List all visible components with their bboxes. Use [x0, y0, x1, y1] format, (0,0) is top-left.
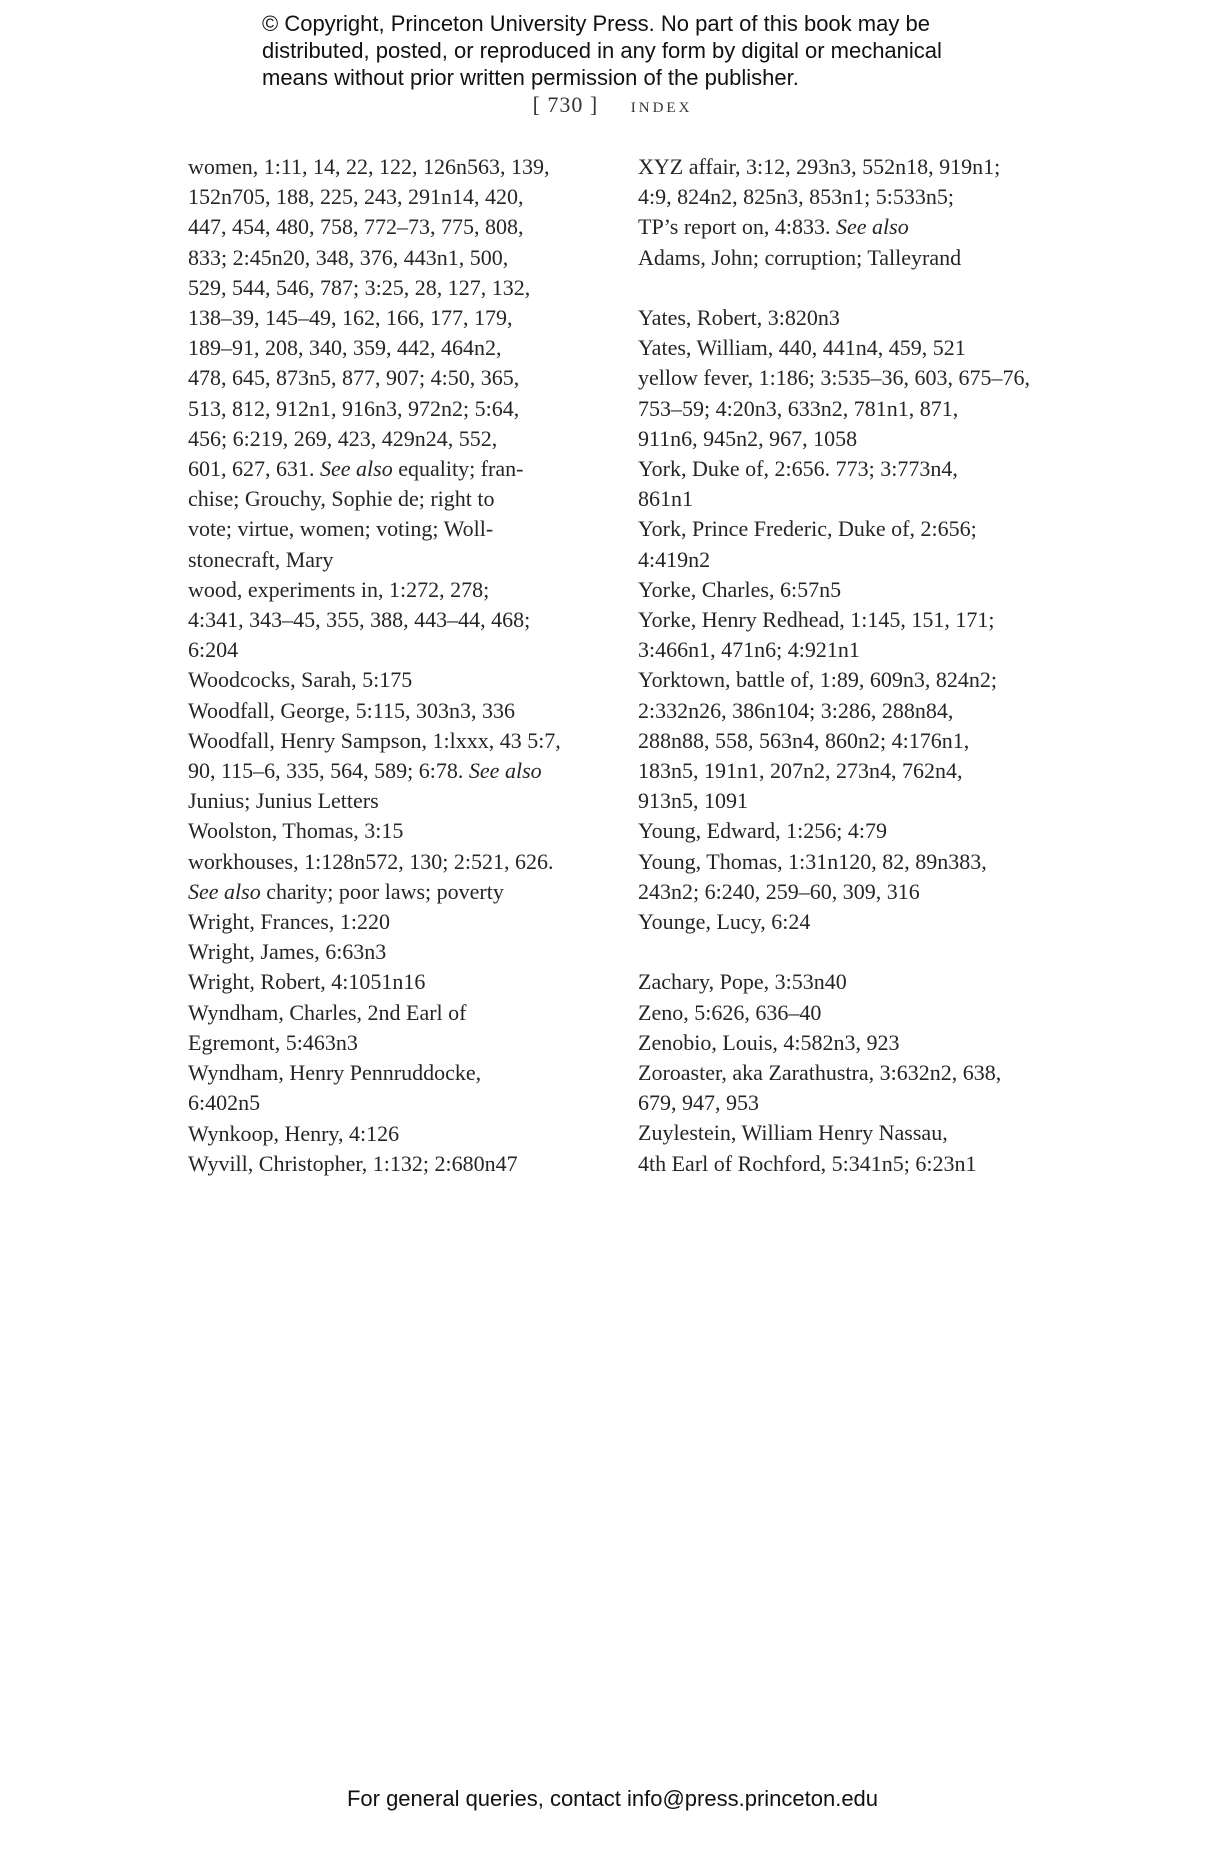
index-entry-heading-line: Woodfall, Henry Sampson, 1:lxxx, 43 5:7,: [188, 727, 561, 753]
index-entry-heading-line: XYZ affair, 3:12, 293n3, 552n18, 919n1;: [638, 154, 1001, 179]
index-entry-continuation-line: 4th Earl of Rochford, 5:341n5; 6:23n1: [638, 1150, 977, 1176]
index-entry-continuation-line: 90, 115–6, 335, 564, 589; 6:78. See also: [188, 758, 542, 784]
contact-footer: For general queries, contact info@press.princeton.edu: [346, 1786, 879, 1811]
index-entry: [638, 907, 1078, 937]
index-entry: [188, 998, 608, 1058]
index-entry-heading-line: Wyndham, Henry Pennruddocke,: [188, 1060, 482, 1086]
index-entry-continuation-line: 753–59; 4:20n3, 633n2, 781n1, 871,: [638, 395, 959, 421]
index-entry: [188, 907, 608, 937]
index-entry-continuation-line: 3:466n1, 471n6; 4:921n1: [638, 637, 860, 663]
index-entry-continuation-line: 478, 645, 873n5, 877, 907; 4:50, 365,: [188, 365, 520, 391]
index-entry-continuation-line: Egremont, 5:463n3: [188, 1029, 358, 1055]
index-entry-heading-line: Young, Thomas, 1:31n120, 82, 89n383,: [638, 848, 987, 874]
letter-group-gap: [638, 937, 1078, 967]
index-entry: [638, 363, 1078, 454]
index-entry-heading-line: Yates, William, 440, 441n4, 459, 521: [638, 335, 966, 361]
index-entry: [188, 1149, 608, 1179]
index-entry: [638, 605, 1078, 665]
index-entry-heading-line: Woodfall, George, 5:115, 303n3, 336: [188, 697, 515, 723]
index-entry-heading-line: Woodcocks, Sarah, 5:175: [188, 667, 413, 693]
index-entry-heading-line: Yorke, Henry Redhead, 1:145, 151, 171;: [638, 607, 995, 633]
index-entry-heading-line: Wright, Robert, 4:1051n16: [188, 969, 426, 995]
index-entry: [188, 937, 608, 967]
index-entry-continuation-line: 601, 627, 631. See also equality; fran-: [188, 456, 524, 482]
index-entry: [638, 665, 1078, 816]
index-entry-continuation-line: 861n1: [638, 486, 693, 512]
index-entry: [188, 967, 608, 997]
index-entry: [638, 1058, 1078, 1118]
index-entry-continuation-line: 243n2; 6:240, 259–60, 309, 316: [638, 878, 920, 904]
index-entry: [638, 998, 1078, 1028]
index-entry-heading-line: Zuylestein, William Henry Nassau,: [638, 1120, 948, 1146]
index-entry: [638, 303, 1078, 333]
index-entry-heading-line: Young, Edward, 1:256; 4:79: [638, 818, 887, 844]
index-entry-continuation-line: 833; 2:45n20, 348, 376, 443n1, 500,: [188, 244, 509, 270]
index-entry-continuation-line: 152n705, 188, 225, 243, 291n14, 420,: [188, 184, 524, 210]
index-entry-continuation-line: 447, 454, 480, 758, 772–73, 775, 808,: [188, 214, 524, 240]
index-entry-heading-line: Woolston, Thomas, 3:15: [188, 818, 404, 844]
index-entry-heading-line: Wright, Frances, 1:220: [188, 909, 390, 935]
index-entry-continuation-line: 911n6, 945n2, 967, 1058: [638, 425, 858, 451]
index-entry-continuation-line: 4:341, 343–45, 355, 388, 443–44, 468;: [188, 607, 531, 633]
index-entry-heading-line: wood, experiments in, 1:272, 278;: [188, 576, 490, 602]
index-entry-continuation-line: 4:419n2: [638, 546, 711, 572]
index-entry-continuation-line: 288n88, 558, 563n4, 860n2; 4:176n1,: [638, 727, 970, 753]
copyright-line: distributed, posted, or reproduced in any form by digital or mechanical: [262, 38, 942, 63]
index-entry-heading-line: York, Duke of, 2:656. 773; 3:773n4,: [638, 456, 958, 482]
index-entry-heading-line: Yorke, Charles, 6:57n5: [638, 576, 842, 602]
index-entry-continuation-line: 529, 544, 546, 787; 3:25, 28, 127, 132,: [188, 274, 531, 300]
index-entry-heading-line: Yates, Robert, 3:820n3: [638, 305, 840, 330]
index-entry: [638, 514, 1078, 574]
index-entry: [188, 847, 608, 907]
index-entry: [188, 696, 608, 726]
index-entry-heading-line: Yorktown, battle of, 1:89, 609n3, 824n2;: [638, 667, 997, 693]
index-entry-heading-line: Wynkoop, Henry, 4:126: [188, 1120, 400, 1146]
index-entry-heading-line: Zeno, 5:626, 636–40: [638, 999, 822, 1025]
index-entry-continuation-line: 138–39, 145–49, 162, 166, 177, 179,: [188, 305, 513, 331]
copyright-notice: [262, 10, 982, 91]
index-entry-continuation-line: 6:204: [188, 637, 239, 663]
index-entry-continuation-line: 189–91, 208, 340, 359, 442, 464n2,: [188, 335, 502, 361]
index-entry: [638, 333, 1078, 363]
index-entry-continuation-line: 2:332n26, 386n104; 3:286, 288n84,: [638, 697, 954, 723]
index-entry-continuation-line: 456; 6:219, 269, 423, 429n24, 552,: [188, 425, 498, 451]
index-entry-continuation-line: 513, 812, 912n1, 916n3, 972n2; 5:64,: [188, 395, 520, 421]
section-title: index: [630, 92, 693, 117]
index-entry-continuation-line: See also charity; poor laws; poverty: [188, 878, 504, 904]
index-entry-heading-line: Wyvill, Christopher, 1:132; 2:680n47: [188, 1150, 518, 1176]
index-entry-continuation-line: 183n5, 191n1, 207n2, 273n4, 762n4,: [638, 758, 963, 784]
index-entry: [638, 454, 1078, 514]
index-entry: [188, 726, 608, 817]
index-entry: [188, 1119, 608, 1149]
letter-group-gap: [638, 273, 1078, 303]
index-entry-continuation-line: 4:9, 824n2, 825n3, 853n1; 5:533n5;: [638, 184, 954, 210]
index-entry: [638, 816, 1078, 846]
index-column-right: [638, 152, 1078, 1179]
index-entry-heading-line: workhouses, 1:128n572, 130; 2:521, 626.: [188, 848, 554, 874]
index-entry: [638, 1028, 1078, 1058]
index-entry-heading-line: Zenobio, Louis, 4:582n3, 923: [638, 1029, 900, 1055]
index-entry-continuation-line: 679, 947, 953: [638, 1090, 759, 1116]
index-entry-heading-line: Younge, Lucy, 6:24: [638, 909, 811, 935]
index-entry: [188, 665, 608, 695]
index-entry-heading-line: women, 1:11, 14, 22, 122, 126n563, 139,: [188, 154, 550, 179]
index-entry-continuation-line: chise; Grouchy, Sophie de; right to: [188, 486, 495, 512]
index-entry-heading-line: Zachary, Pope, 3:53n40: [638, 969, 847, 995]
page-number: [ 730 ]: [532, 92, 599, 117]
index-entry-continuation-line: vote; virtue, women; voting; Woll-: [188, 516, 494, 542]
index-entry: [188, 816, 608, 846]
index-entry-continuation-line: Junius; Junius Letters: [188, 788, 379, 814]
index-entry: [188, 1058, 608, 1118]
copyright-line: means without prior written permission of the publisher.: [262, 65, 799, 90]
index-entry: [188, 575, 608, 666]
index-entry: [638, 575, 1078, 605]
index-column-left: [188, 152, 608, 1179]
index-entry-heading-line: Wyndham, Charles, 2nd Earl of: [188, 999, 467, 1025]
index-entry: [188, 152, 608, 575]
copyright-line: © Copyright, Princeton University Press. No part of this book may be: [262, 11, 930, 36]
index-entry-continuation-line: Adams, John; corruption; Talleyrand: [638, 244, 962, 270]
index-entry: [638, 1118, 1078, 1178]
index-entry-heading-line: Zoroaster, aka Zarathustra, 3:632n2, 638,: [638, 1060, 1002, 1086]
index-entry-continuation-line: 913n5, 1091: [638, 788, 748, 814]
index-entry-heading-line: yellow fever, 1:186; 3:535–36, 603, 675–76,: [638, 365, 1031, 391]
index-entry-heading-line: York, Prince Frederic, Duke of, 2:656;: [638, 516, 977, 542]
index-entry-heading-line: Wright, James, 6:63n3: [188, 939, 387, 965]
index-entry-continuation-line: 6:402n5: [188, 1090, 261, 1116]
index-entry: [638, 847, 1078, 907]
index-entry-continuation-line: TP’s report on, 4:833. See also: [638, 214, 909, 240]
running-head: [0, 92, 1225, 118]
index-entry: [638, 967, 1078, 997]
index-entry: [638, 152, 1078, 273]
index-entry-continuation-line: stonecraft, Mary: [188, 546, 334, 572]
